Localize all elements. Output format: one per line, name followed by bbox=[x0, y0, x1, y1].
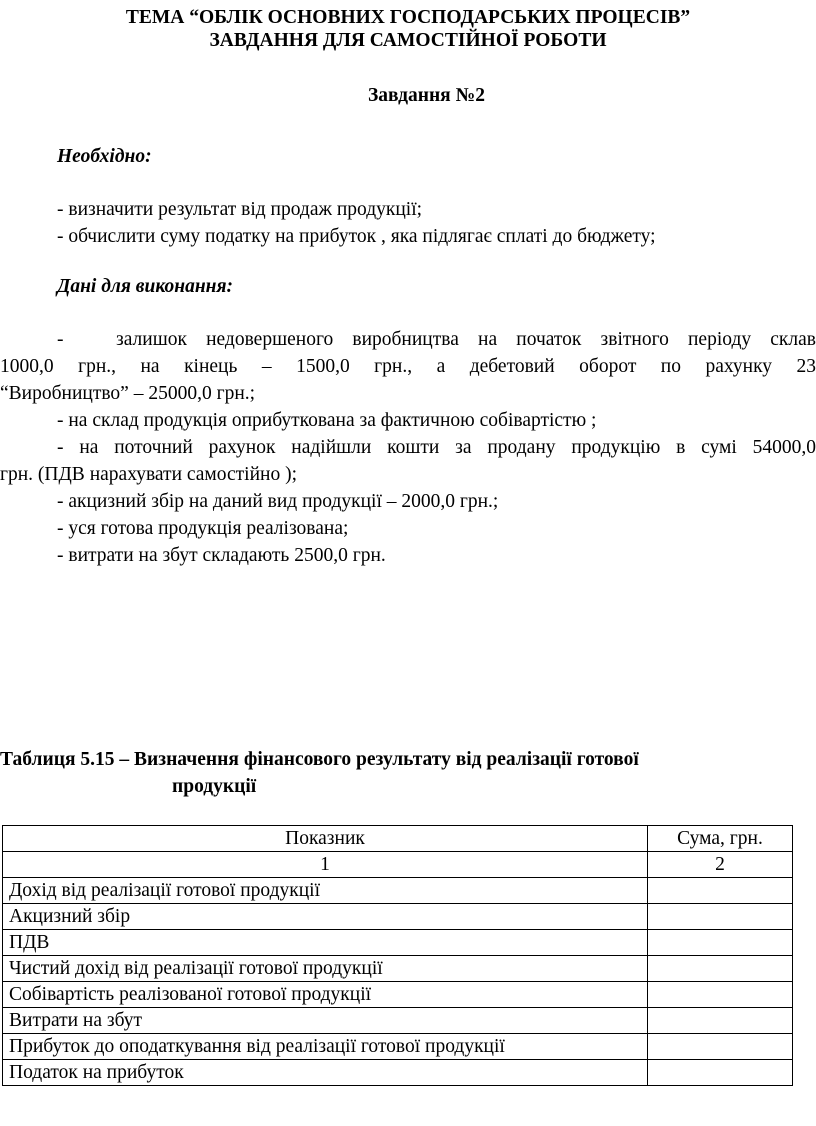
document-subtitle: ЗАВДАННЯ ДЛЯ САМОСТІЙНОЇ РОБОТИ bbox=[209, 30, 607, 51]
data-item-line: 1000,0 грн., на кінець – 1500,0 грн., а дебетовий оборот по рахунку 23 bbox=[0, 356, 816, 377]
table-header-row bbox=[3, 826, 793, 852]
data-item-excise: - акцизний збір на даний вид продукції – 2000,0 грн.; bbox=[57, 491, 499, 512]
data-item-line: - залишок недовершеного виробництва на початок звітного періоду склав bbox=[0, 326, 816, 353]
document-title: ТЕМА “ОБЛІК ОСНОВНИХ ГОСПОДАРСЬКИХ ПРОЦЕСІВ” bbox=[125, 7, 691, 28]
data-item-payment bbox=[0, 434, 816, 488]
row-value bbox=[648, 1008, 793, 1034]
data-item-wip bbox=[0, 326, 816, 407]
row-label: Дохід від реалізації готової продукції bbox=[3, 878, 648, 904]
row-value bbox=[648, 956, 793, 982]
required-label: Необхідно: bbox=[57, 146, 152, 167]
header-amount: Сума, грн. bbox=[648, 826, 793, 852]
table-row bbox=[3, 956, 793, 982]
financial-result-table bbox=[2, 825, 793, 1086]
column-number: 1 bbox=[3, 852, 648, 878]
table-row bbox=[3, 982, 793, 1008]
table-row bbox=[3, 1060, 793, 1086]
row-label: Собівартість реалізованої готової продукції bbox=[3, 982, 648, 1008]
row-value bbox=[648, 1060, 793, 1086]
table-row bbox=[3, 878, 793, 904]
table-column-numbers-row bbox=[3, 852, 793, 878]
row-label: Податок на прибуток bbox=[3, 1060, 648, 1086]
data-item-line: “Виробництво” – 25000,0 грн.; bbox=[0, 383, 256, 404]
table-row bbox=[3, 904, 793, 930]
required-item: - визначити результат від продаж продукції; bbox=[57, 199, 423, 220]
task-title: Завдання №2 bbox=[368, 85, 485, 106]
row-label: Витрати на збут bbox=[3, 1008, 648, 1034]
table-caption: Таблиця 5.15 – Визначення фінансового результату від реалізації готової продукції bbox=[0, 749, 639, 797]
header-indicator: Показник bbox=[3, 826, 648, 852]
data-item-selling-costs: - витрати на збут складають 2500,0 грн. bbox=[57, 545, 386, 566]
row-label: ПДВ bbox=[3, 930, 648, 956]
data-item-sold: - уся готова продукція реалізована; bbox=[57, 518, 349, 539]
column-number: 2 bbox=[648, 852, 793, 878]
row-label: Прибуток до оподаткування від реалізації готової продукції bbox=[3, 1034, 648, 1060]
data-item-line: - на поточний рахунок надійшли кошти за продану продукцію в сумі 54000,0 bbox=[57, 437, 816, 458]
table-row bbox=[3, 930, 793, 956]
row-label: Акцизний збір bbox=[3, 904, 648, 930]
row-value bbox=[648, 1034, 793, 1060]
row-value bbox=[648, 904, 793, 930]
row-label: Чистий дохід від реалізації готової продукції bbox=[3, 956, 648, 982]
data-item-warehouse: - на склад продукція оприбуткована за фактичною собівартістю ; bbox=[57, 410, 597, 431]
row-value bbox=[648, 930, 793, 956]
list-dash: - bbox=[57, 329, 64, 350]
data-item-line: грн. (ПДВ нарахувати самостійно ); bbox=[0, 464, 298, 485]
data-label: Дані для виконання: bbox=[57, 276, 234, 297]
table-row bbox=[3, 1008, 793, 1034]
table-row bbox=[3, 1034, 793, 1060]
row-value bbox=[648, 982, 793, 1008]
required-item: - обчислити суму податку на прибуток , яка підлягає сплаті до бюджету; bbox=[57, 226, 656, 247]
row-value bbox=[648, 878, 793, 904]
